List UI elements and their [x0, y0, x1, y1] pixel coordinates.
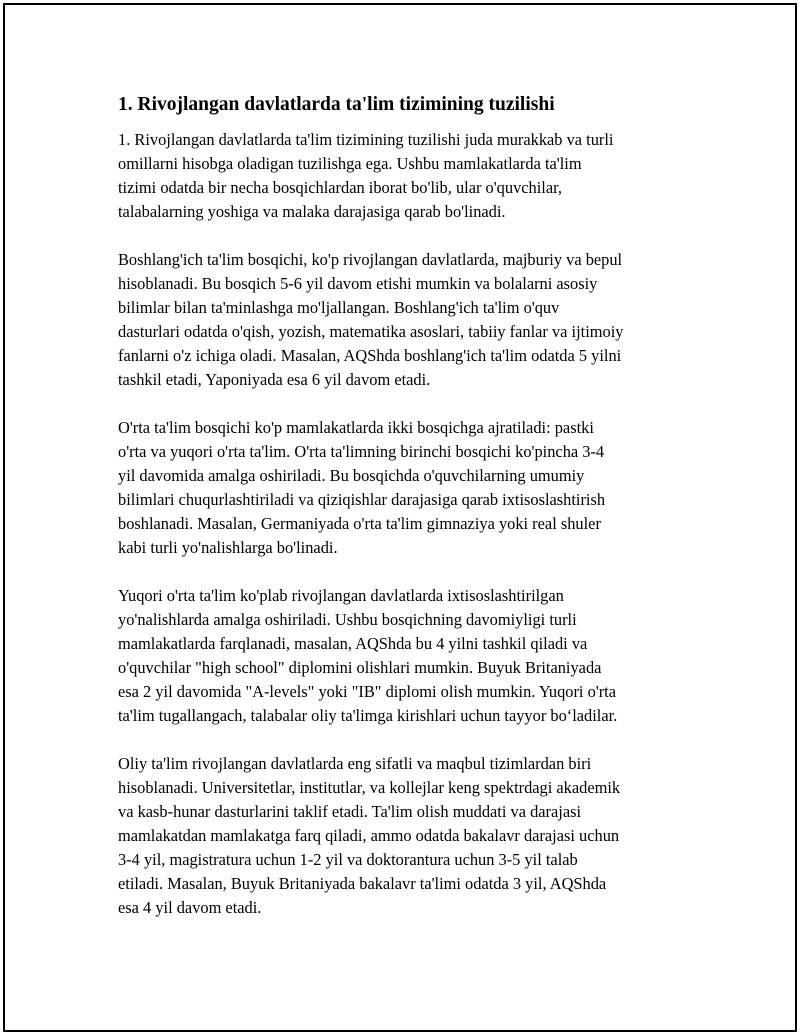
text-line: o'rta va yuqori o'rta ta'lim. O'rta ta'limning birinchi bosqichi ko'pincha 3-4: [118, 442, 605, 461]
text-line: boshlanadi. Masalan, Germaniyada o'rta ta'lim gimnaziya yoki real shuler: [118, 514, 601, 533]
text-line: Yuqori o'rta ta'lim ko'plab rivojlangan davlatlarda ixtisoslashtirilgan: [118, 586, 564, 605]
paragraph-2: [118, 248, 708, 392]
text-line: bilimlari chuqurlashtiriladi va qiziqishlar darajasiga qarab ixtisoslashtirish: [118, 490, 606, 509]
text-line: yo'nalishlarda amalga oshiriladi. Ushbu bosqichning davomiyligi turli: [118, 610, 577, 629]
paragraph-3: [118, 416, 708, 560]
text-line: tizimi odatda bir necha bosqichlardan iborat bo'lib, ular o'quvchilar,: [118, 178, 563, 197]
text-line: mamlakatdan mamlakatga farq qiladi, ammo odatda bakalavr darajasi uchun: [118, 826, 620, 845]
text-line: esa 2 yil davomida "A-levels" yoki "IB" diplomi olish mumkin. Yuqori o'rta: [118, 682, 617, 701]
text-line: bilimlar bilan ta'minlashga mo'ljallangan. Boshlang'ich ta'lim o'quv: [118, 298, 560, 317]
text-line: dasturlari odatda o'qish, yozish, matematika asoslari, tabiiy fanlar va ijtimoiy: [118, 322, 624, 341]
document-body: [118, 92, 708, 944]
paragraph-1: [118, 128, 708, 224]
text-line: mamlakatlarda farqlanadi, masalan, AQShda bu 4 yilni tashkil qiladi va: [118, 634, 588, 653]
text-line: hisoblanadi. Bu bosqich 5-6 yil davom etishi mumkin va bolalarni asosiy: [118, 274, 598, 293]
text-line: kabi turli yo'nalishlarga bo'linadi.: [118, 538, 338, 557]
text-line: hisoblanadi. Universitetlar, institutlar, va kollejlar keng spektrdagi akademik: [118, 778, 621, 797]
text-line: va kasb-hunar dasturlarini taklif etadi. Ta'lim olish muddati va darajasi: [118, 802, 582, 821]
paragraph-4: [118, 584, 708, 728]
paragraph-5: [118, 752, 708, 920]
text-line: esa 4 yil davom etadi.: [118, 898, 262, 917]
text-line: omillarni hisobga oladigan tuzilishga ega. Ushbu mamlakatlarda ta'lim: [118, 154, 582, 173]
text-line: o'quvchilar "high school" diplomini olishlari mumkin. Buyuk Britaniyada: [118, 658, 602, 677]
text-line: Oliy ta'lim rivojlangan davlatlarda eng sifatli va maqbul tizimlardan biri: [118, 754, 592, 773]
page-title: 1. Rivojlangan davlatlarda ta'lim tizimining tuzilishi: [118, 94, 555, 115]
text-line: 3-4 yil, magistratura uchun 1-2 yil va doktorantura uchun 3-5 yil talab: [118, 850, 578, 869]
text-line: 1. Rivojlangan davlatlarda ta'lim tizimining tuzilishi juda murakkab va turli: [118, 130, 614, 149]
text-line: yil davomida amalga oshiriladi. Bu bosqichda o'quvchilarning umumiy: [118, 466, 585, 485]
text-line: tashkil etadi, Yaponiyada esa 6 yil davom etadi.: [118, 370, 431, 389]
text-line: O'rta ta'lim bosqichi ko'p mamlakatlarda ikki bosqichga ajratiladi: pastki: [118, 418, 594, 437]
text-line: Boshlang'ich ta'lim bosqichi, ko'p rivojlangan davlatlarda, majburiy va bepul: [118, 250, 623, 269]
text-line: ta'lim tugallangach, talabalar oliy ta'limga kirishlari uchun tayyor bo‘ladilar.: [118, 706, 618, 725]
text-line: etiladi. Masalan, Buyuk Britaniyada bakalavr ta'limi odatda 3 yil, AQShda: [118, 874, 607, 893]
text-line: talabalarning yoshiga va malaka darajasiga qarab bo'linadi.: [118, 202, 506, 221]
text-line: fanlarni o'z ichiga oladi. Masalan, AQShda boshlang'ich ta'lim odatda 5 yilni: [118, 346, 622, 365]
